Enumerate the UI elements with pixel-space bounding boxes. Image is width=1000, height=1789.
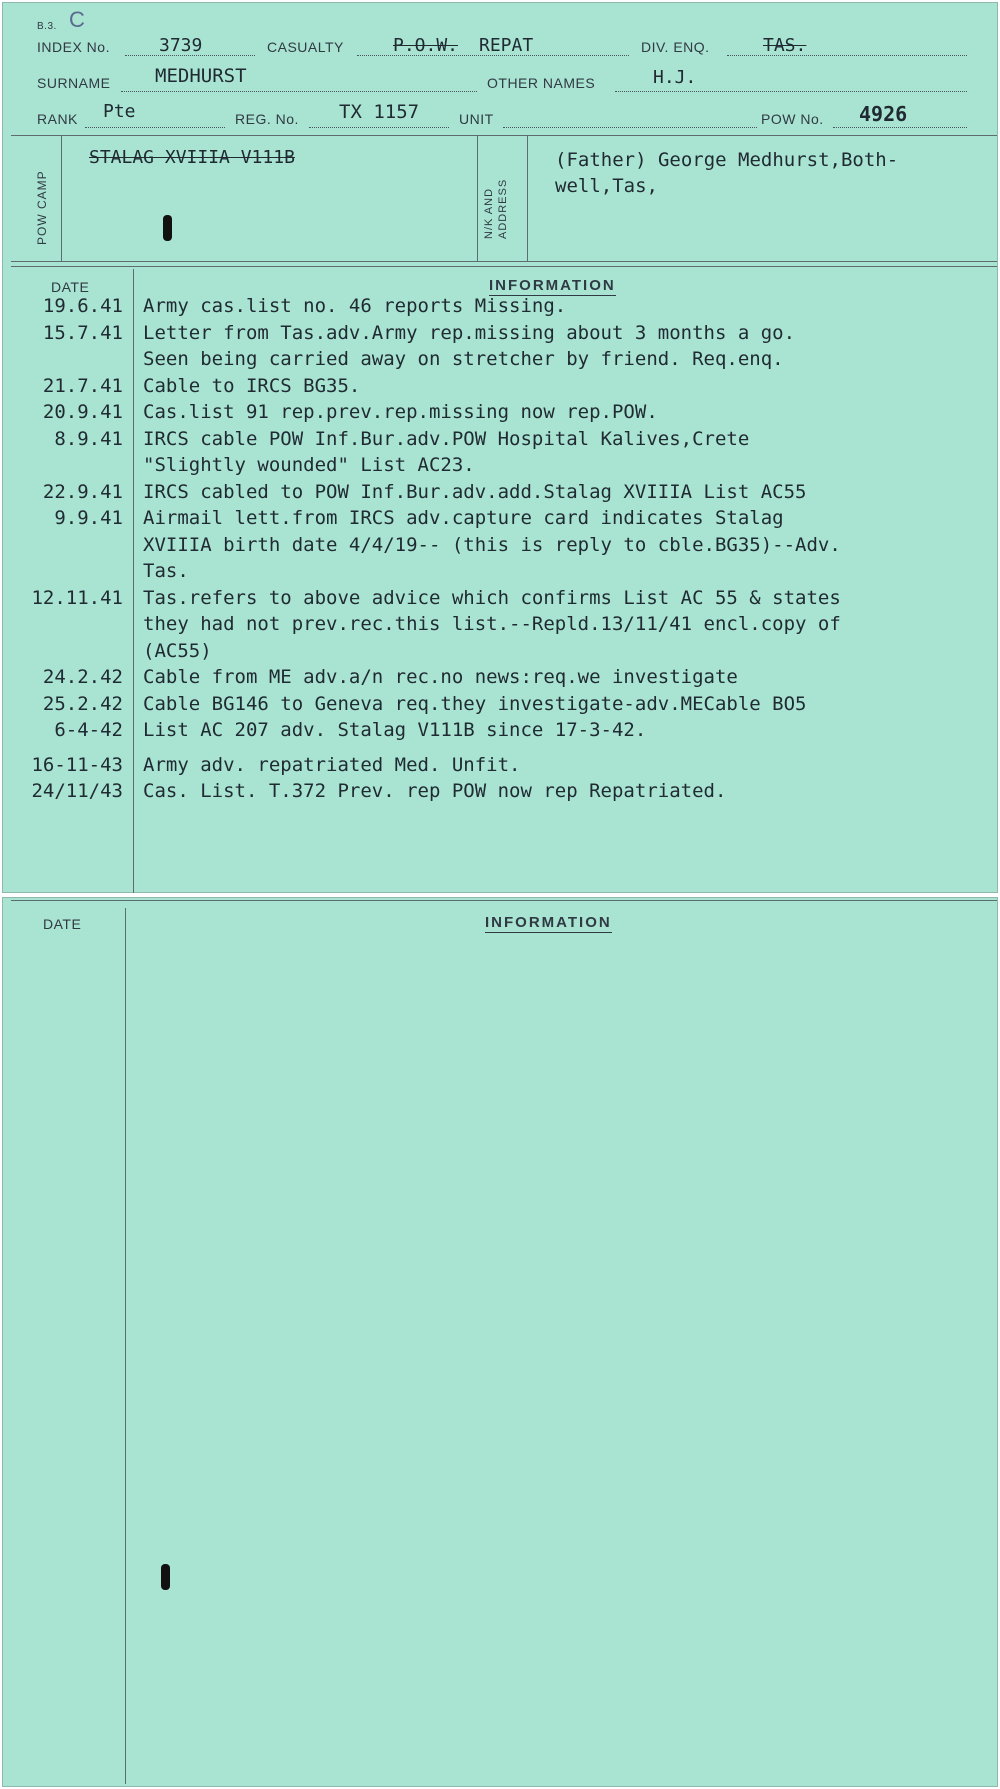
nk-label-1: N/K AND	[483, 187, 495, 239]
form-mark: C	[69, 7, 85, 32]
casualty-label: CASUALTY	[267, 39, 344, 55]
other-names-label: OTHER NAMES	[487, 75, 596, 91]
entry-date: 24/11/43	[31, 780, 123, 802]
entry-text: List AC 207 adv. Stalag V111B since 17-3-42.	[143, 719, 647, 741]
entry-text: XVIIIA birth date 4/4/19-- (this is reply to cble.BG35)--Adv.	[143, 533, 841, 556]
entry-text: Tas.	[143, 560, 189, 582]
entry-text: (AC55)	[143, 639, 212, 662]
entry-text: they had not prev.rec.this list.--Repld.13/11/41 encl.copy of	[143, 613, 841, 635]
entry-text: Airmail lett.from IRCS adv.capture card indicates Stalag	[143, 507, 784, 529]
entry-text: Letter from Tas.adv.Army rep.missing about 3 months a go.	[143, 321, 796, 344]
entry-text: Tas.refers to above advice which confirms List AC 55 & states	[143, 586, 841, 609]
entry-text: Cable to IRCS BG35.	[143, 374, 361, 397]
entry-date: 19.6.41	[42, 295, 123, 317]
index-label: INDEX No.	[37, 39, 110, 55]
entry-text: IRCS cabled to POW Inf.Bur.adv.add.Stalag XVIIIA List AC55	[143, 480, 807, 503]
entry-date: 24.2.42	[42, 666, 123, 688]
entry-text: Seen being carried away on stretcher by friend. Req.enq.	[143, 348, 784, 370]
entry-date: 15.7.41	[42, 321, 123, 344]
pow-camp-value: STALAG XVIIIA V111B	[89, 147, 295, 168]
surname-label: SURNAME	[37, 75, 111, 91]
entry-date: 6-4-42	[54, 719, 123, 741]
entry-date: 16-11-43	[31, 753, 123, 776]
entry-date: 22.9.41	[42, 480, 123, 503]
address-line-2: well,Tas,	[555, 175, 658, 197]
rank-label: RANK	[37, 111, 78, 127]
div-enq-label: DIV. ENQ.	[641, 39, 710, 55]
pow-no-label: POW No.	[761, 111, 824, 127]
date-heading-front: DATE	[51, 279, 90, 295]
pow-no-value: 4926	[859, 102, 908, 126]
rank-value: Pte	[103, 101, 136, 122]
unit-label: UNIT	[459, 111, 494, 127]
reg-no-value: TX 1157	[339, 101, 420, 123]
address-line-1: (Father) George Medhurst,Both-	[555, 149, 899, 171]
entry-date: 25.2.42	[42, 692, 123, 715]
index-value: 3739	[159, 35, 203, 56]
other-names-value: H.J.	[653, 67, 697, 88]
information-heading-front: INFORMATION	[489, 277, 616, 294]
pow-camp-label: POW CAMP	[35, 170, 49, 245]
entry-date: 21.7.41	[42, 374, 123, 397]
card-front	[2, 2, 998, 893]
entry-text: Army adv. repatriated Med. Unfit.	[143, 753, 521, 776]
punch-hole-back	[161, 1564, 170, 1590]
entry-text: IRCS cable POW Inf.Bur.adv.POW Hospital Kalives,Crete	[143, 427, 750, 450]
entry-text: Cable from ME adv.a/n rec.no news:req.we investigate	[143, 666, 738, 688]
information-heading-back: INFORMATION	[485, 914, 612, 931]
entry-text: Cas.list 91 rep.prev.rep.missing now rep.POW.	[143, 401, 658, 423]
casualty-struck: P.O.W.	[393, 35, 459, 56]
entry-text: Cas. List. T.372 Prev. rep POW now rep Repatriated.	[143, 780, 727, 802]
card-back	[2, 897, 998, 1787]
date-heading-back: DATE	[43, 916, 82, 932]
punch-hole	[163, 215, 172, 241]
form-code: B.3.	[37, 21, 57, 32]
surname-value: MEDHURST	[155, 65, 247, 87]
entry-text: "Slightly wounded" List AC23.	[143, 454, 475, 476]
entry-text: Army cas.list no. 46 reports Missing.	[143, 295, 567, 317]
reg-no-label: REG. No.	[235, 111, 299, 127]
entry-date: 20.9.41	[42, 401, 123, 423]
casualty-value: REPAT	[479, 35, 534, 56]
entry-date: 8.9.41	[54, 427, 123, 450]
entry-date: 12.11.41	[31, 586, 123, 609]
entry-date: 9.9.41	[54, 507, 123, 529]
nk-label-2: ADDRESS	[497, 178, 509, 239]
div-enq-value: TAS.	[763, 35, 807, 56]
entry-text: Cable BG146 to Geneva req.they investigate-adv.MECable BO5	[143, 692, 807, 715]
